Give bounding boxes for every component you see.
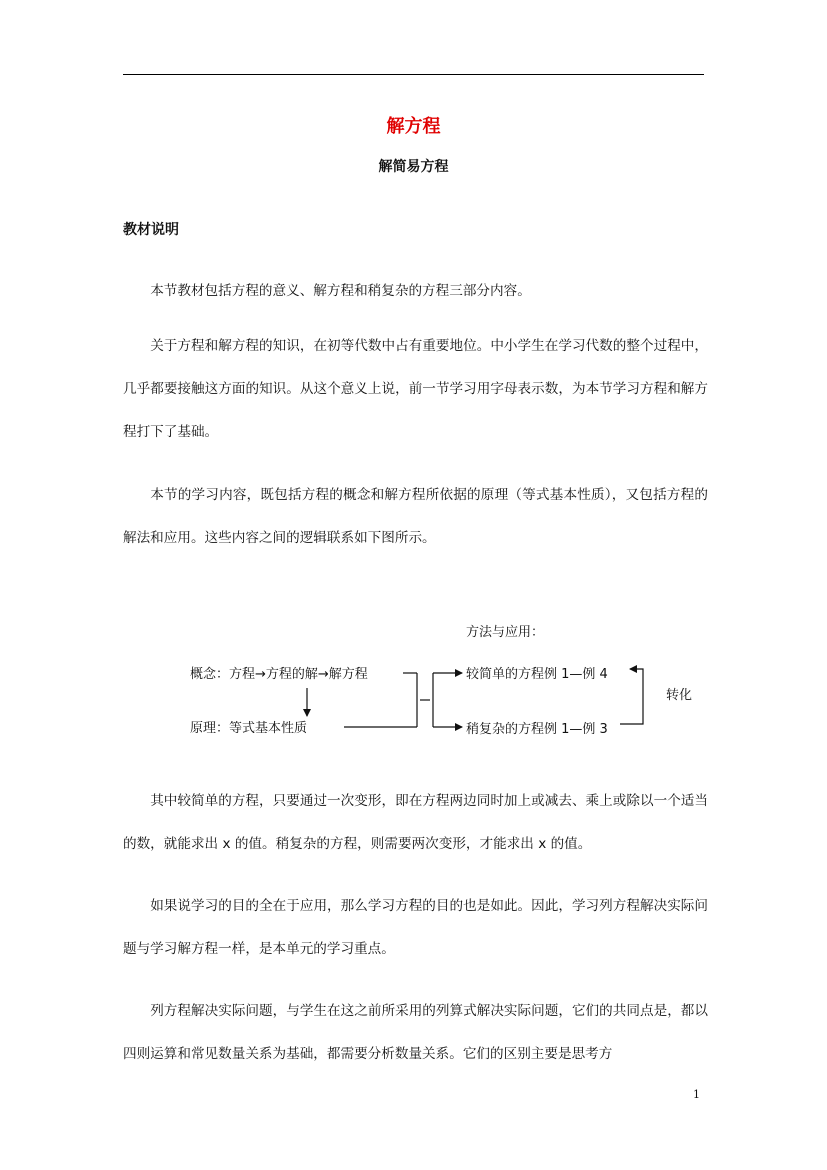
- page-subtitle: 解简易方程: [378, 159, 449, 175]
- transform-bracket: [620, 669, 643, 724]
- paragraph-3: 本节的学习内容，既包括方程的概念和解方程所依据的原理（等式基本性质），又包括方程的解法和应用。这些内容之间的逻辑联系如下图所示。: [123, 487, 708, 546]
- complex-equation-label: 稍复杂的方程例 1—例 3: [466, 722, 608, 737]
- paragraph-4: 其中较简单的方程，只要通过一次变形，即在方程两边同时加上或减去、乘上或除以一个适当的数，就能求出 x 的值。稍复杂的方程，则需要两次变形，才能求出 x 的值。: [123, 793, 708, 852]
- methods-label: 方法与应用：: [466, 625, 545, 640]
- paragraph-6: 列方程解决实际问题，与学生在这之前所采用的列算式解决实际问题，它们的共同点是，都以四则运算和常见数量关系为基础，都需要分析数量关系。它们的区别主要是思考方: [123, 1003, 708, 1062]
- simple-equation-label: 较简单的方程例 1—例 4: [466, 667, 608, 682]
- paragraph-1: 本节教材包括方程的意义、解方程和稍复杂的方程三部分内容。: [150, 283, 531, 299]
- concept-line: 概念：方程→方程的解→解方程: [190, 667, 368, 682]
- paragraph-5: 如果说学习的目的全在于应用，那么学习方程的目的也是如此。因此，学习列方程解决实际问题与学习解方程一样，是本单元的学习重点。: [123, 898, 708, 957]
- section-heading: 教材说明: [123, 222, 179, 238]
- header-rule: [123, 74, 704, 75]
- transform-label: 转化: [666, 688, 693, 703]
- paragraph-2: 关于方程和解方程的知识，在初等代数中占有重要地位。中小学生在学习代数的整个过程中，几乎都要接触这方面的知识。从这个意义上说，前一节学习用字母表示数，为本节学习方程和解方程打下了基础。: [123, 338, 708, 440]
- principle-line: 原理：等式基本性质: [190, 721, 308, 736]
- page-number: 1: [693, 1088, 700, 1101]
- page-title: 解方程: [386, 116, 441, 137]
- logic-diagram: [0, 610, 827, 750]
